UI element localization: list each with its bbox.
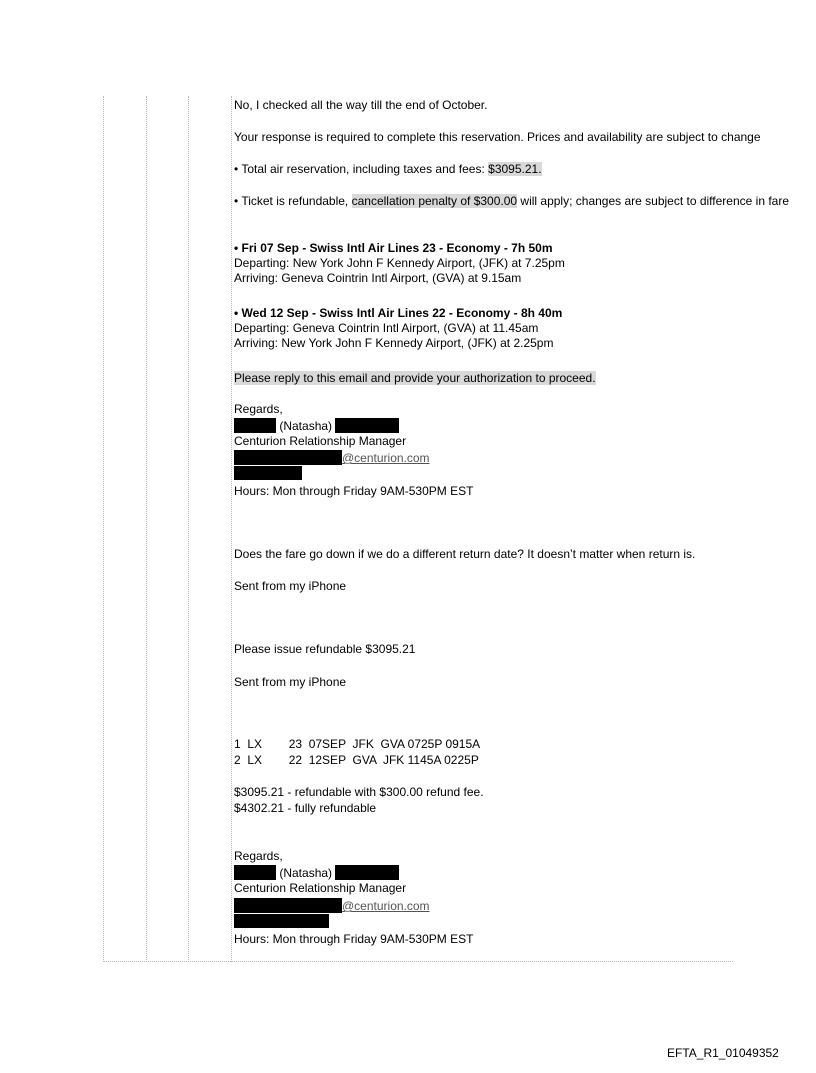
redaction-block bbox=[234, 450, 342, 465]
flight2-arrive: Arriving: New York John F Kennedy Airport, (JFK) at 2.25pm bbox=[234, 336, 554, 350]
redaction-block bbox=[234, 865, 276, 880]
redaction-block bbox=[234, 466, 302, 480]
signature-name-2 bbox=[234, 865, 399, 880]
ticket-label: Ticket is refundable, bbox=[241, 194, 352, 208]
issue-refundable-line: Please issue refundable $3095.21 bbox=[234, 642, 416, 656]
redaction-block bbox=[234, 914, 329, 928]
price-fully-refundable: $4302.21 - fully refundable bbox=[234, 801, 377, 815]
redaction-block bbox=[234, 898, 342, 913]
redaction-block bbox=[335, 418, 399, 433]
table-border-bottom bbox=[103, 961, 733, 962]
fare-question-line: Does the fare go down if we do a different return date? It doesn’t matter when return is. bbox=[234, 547, 696, 561]
sig-name: (Natasha) bbox=[279, 419, 333, 433]
authorization-line bbox=[234, 371, 596, 385]
signature-email-1 bbox=[234, 450, 430, 465]
flight1-depart: Departing: New York John F Kennedy Airport, (JFK) at 7.25pm bbox=[234, 256, 565, 270]
email-thread-body bbox=[234, 96, 816, 960]
response-required-line: Your response is required to complete this reservation. Prices and availability are subject to change bbox=[234, 130, 761, 144]
sent-from-1: Sent from my iPhone bbox=[234, 579, 347, 593]
table-border-col1 bbox=[146, 96, 147, 962]
total-bullet-line bbox=[234, 162, 542, 176]
itinerary-line-2: 2 LX 22 12SEP GVA JFK 1145A 0225P bbox=[234, 753, 479, 767]
signature-name-1 bbox=[234, 418, 399, 433]
ticket-penalty: cancellation penalty of $300.00 bbox=[351, 194, 518, 208]
price-refundable-fee: $3095.21 - refundable with $300.00 refund fee. bbox=[234, 785, 484, 799]
flight2-title: • Wed 12 Sep - Swiss Intl Air Lines 22 - Economy - 8h 40m bbox=[234, 306, 563, 320]
flight1-arrive: Arriving: Geneva Cointrin Intl Airport, (GVA) at 9.15am bbox=[234, 271, 522, 285]
email-link[interactable]: @centurion.com bbox=[342, 451, 430, 465]
hours-2: Hours: Mon through Friday 9AM-530PM EST bbox=[234, 932, 474, 946]
email-link[interactable]: @centurion.com bbox=[342, 899, 430, 913]
flight1-title: • Fri 07 Sep - Swiss Intl Air Lines 23 - Economy - 7h 50m bbox=[234, 241, 553, 255]
hours-1: Hours: Mon through Friday 9AM-530PM EST bbox=[234, 484, 474, 498]
checked-line: No, I checked all the way till the end of October. bbox=[234, 98, 488, 112]
sig-name: (Natasha) bbox=[279, 866, 333, 880]
regards-2: Regards, bbox=[234, 849, 283, 863]
table-border-col2 bbox=[188, 96, 189, 962]
bullet: • bbox=[234, 162, 239, 176]
itinerary-line-1: 1 LX 23 07SEP JFK GVA 0725P 0915A bbox=[234, 737, 481, 751]
signature-email-2 bbox=[234, 898, 430, 913]
table-border-col3 bbox=[231, 96, 232, 962]
bates-number: EFTA_R1_01049352 bbox=[667, 1046, 779, 1060]
total-label: Total air reservation, including taxes and fees: bbox=[241, 162, 489, 176]
ticket-bullet-line bbox=[234, 194, 789, 208]
signature-title-1: Centurion Relationship Manager bbox=[234, 434, 407, 448]
bullet: • bbox=[234, 194, 239, 208]
redaction-block bbox=[234, 418, 276, 433]
table-border-left bbox=[103, 96, 104, 962]
flight2-depart: Departing: Geneva Cointrin Intl Airport, (GVA) at 11.45am bbox=[234, 321, 539, 335]
signature-title-2: Centurion Relationship Manager bbox=[234, 881, 407, 895]
regards-1: Regards, bbox=[234, 402, 283, 416]
ticket-rest: will apply; changes are subject to difference in fare bbox=[517, 194, 790, 208]
sent-from-2: Sent from my iPhone bbox=[234, 675, 347, 689]
total-amount: $3095.21. bbox=[488, 162, 542, 176]
redaction-block bbox=[335, 865, 399, 880]
authorization-text: Please reply to this email and provide your authorization to proceed. bbox=[234, 371, 596, 385]
